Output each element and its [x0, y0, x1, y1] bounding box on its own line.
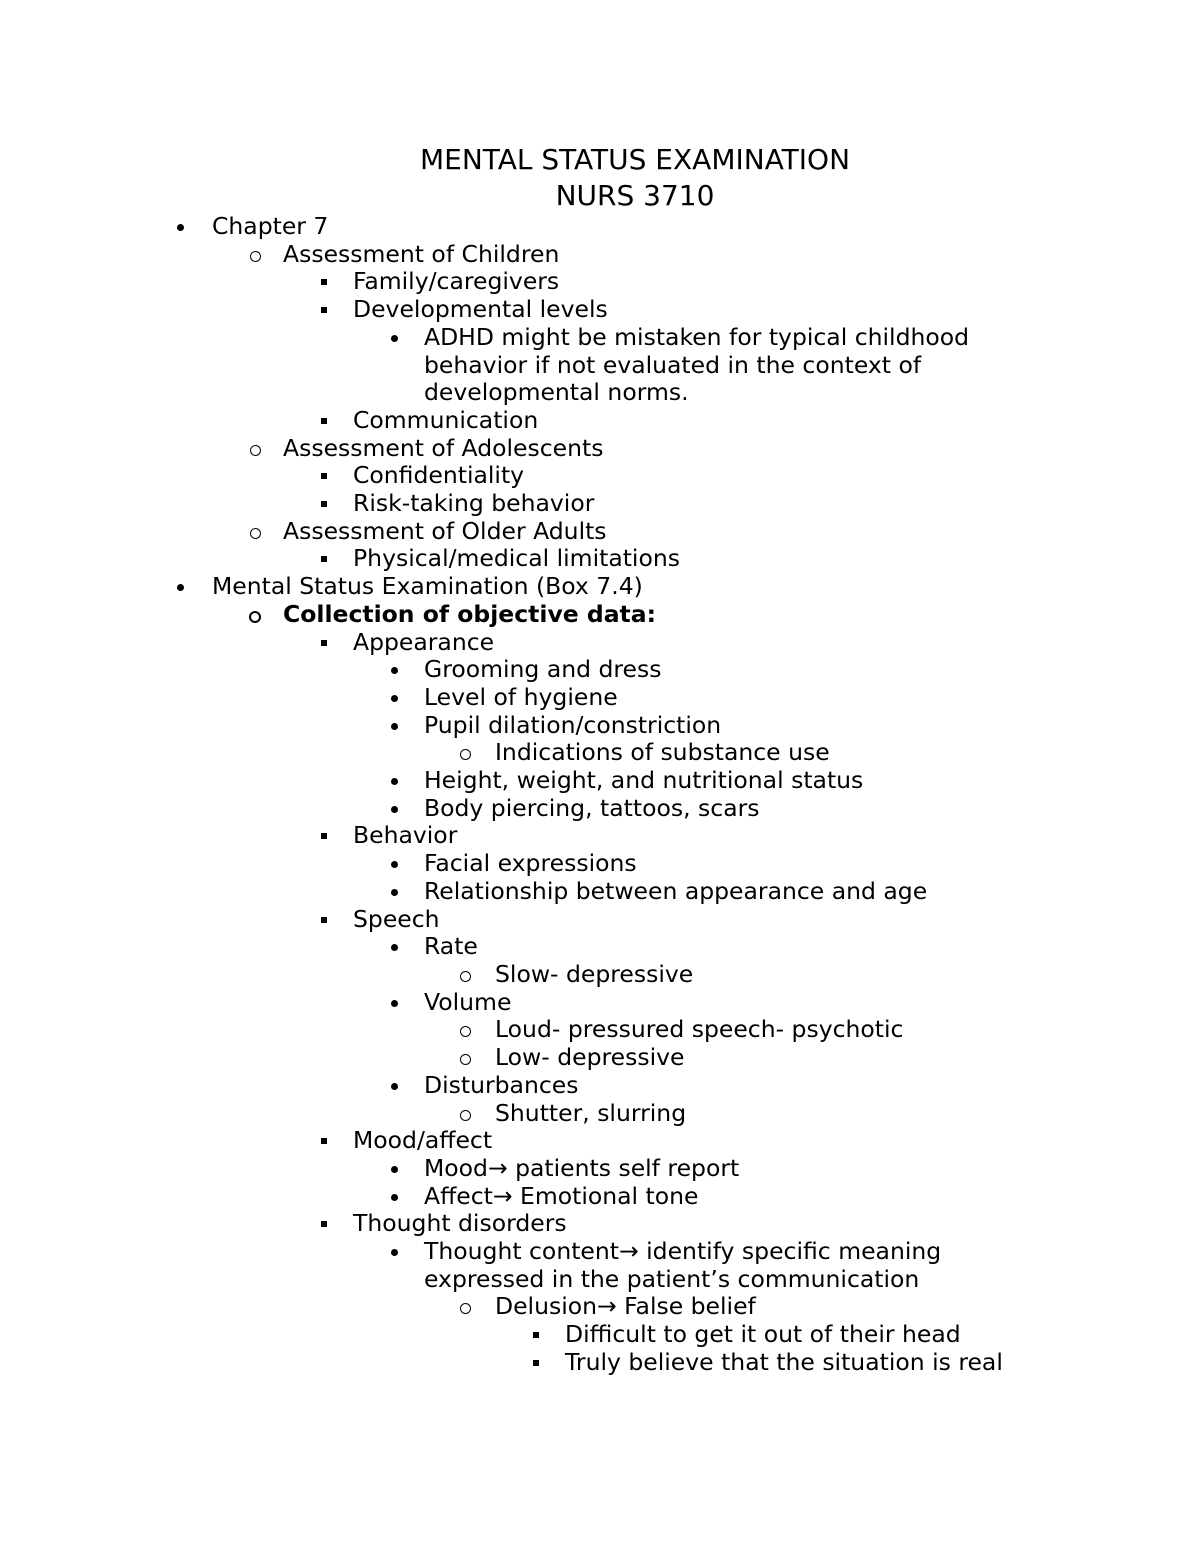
outline-item-level-3 — [0, 1210, 1200, 1238]
outline-item-text: Level of hygiene — [424, 682, 618, 711]
outline-item-text: Indications of substance use — [495, 738, 830, 767]
outline-item-level-4 — [0, 1183, 1200, 1211]
outline-item-level-3 — [0, 462, 1200, 490]
outline-item-level-5 — [0, 961, 1200, 989]
outline-item-level-6 — [0, 1321, 1200, 1349]
outline-item-text: Speech — [353, 904, 440, 933]
outline-item-text: Loud- pressured speech- psychotic — [495, 1015, 904, 1044]
outline-item-text: Mood→ patients self report — [424, 1153, 740, 1182]
bullet-dot-icon — [382, 850, 406, 868]
bullet-dot-icon — [168, 213, 192, 231]
bullet-ring-icon — [243, 435, 267, 456]
outline-item-text: Risk-taking behavior — [353, 489, 595, 518]
outline-item-text: Truly believe that the situation is real — [565, 1347, 1003, 1376]
outline-item-text: Rate — [424, 932, 478, 961]
outline-item-text: Collection of objective data: — [283, 599, 657, 628]
outline-item-level-3 — [0, 906, 1200, 934]
outline-item-text: Mood/affect — [353, 1126, 493, 1155]
bullet-ring-icon — [453, 1100, 477, 1121]
outline-item-text: Confidentiality — [353, 461, 525, 490]
outline-item-text: Disturbances — [424, 1070, 579, 1099]
outline-item-text: Assessment of Older Adults — [283, 516, 607, 545]
bullet-square-icon — [312, 462, 336, 479]
outline-item-level-4 — [0, 795, 1200, 823]
outline-item-text: Assessment of Children — [283, 239, 560, 268]
bullet-ring-icon — [243, 241, 267, 262]
bullet-ring-icon — [453, 739, 477, 760]
bullet-square-icon — [524, 1349, 548, 1366]
outline-item-level-5 — [0, 1293, 1200, 1321]
bullet-square-icon — [312, 268, 336, 285]
outline-item-text: Height, weight, and nutritional status — [424, 766, 864, 795]
bullet-square-icon — [312, 407, 336, 424]
outline-item-level-2 — [0, 435, 1200, 463]
outline-item-text: Slow- depressive — [495, 959, 694, 988]
outline-item-text: Difficult to get it out of their head — [565, 1320, 961, 1349]
outline-item-text: Assessment of Adolescents — [283, 433, 604, 462]
outline-item-text: Chapter 7 — [212, 212, 329, 240]
bullet-dot-icon — [382, 684, 406, 702]
outline-item-level-4 — [0, 684, 1200, 712]
outline-item-level-3 — [0, 268, 1200, 296]
outline-item-level-1 — [0, 573, 1200, 601]
outline-item-text: Volume — [424, 987, 512, 1016]
outline-item-level-2 — [0, 601, 1200, 629]
outline-item-level-4 — [0, 1238, 1200, 1293]
outline-item-text: Low- depressive — [495, 1043, 685, 1072]
outline-item-level-5 — [0, 1044, 1200, 1072]
outline-item-text: Mental Status Examination (Box 7.4) — [212, 572, 643, 601]
outline-item-level-4 — [0, 1155, 1200, 1183]
bullet-dot-icon — [382, 1183, 406, 1201]
outline-item-level-4 — [0, 933, 1200, 961]
outline-item-text: ADHD might be mistaken for typical childhood behavior if not evaluated in the context of developmental norms. — [424, 322, 970, 407]
outline-item-level-2 — [0, 241, 1200, 269]
outline-item-text: Facial expressions — [424, 849, 637, 878]
bullet-ring-icon — [453, 1016, 477, 1037]
outline-item-level-5 — [0, 739, 1200, 767]
bullet-ring-icon — [243, 518, 267, 539]
bullet-square-icon — [312, 490, 336, 507]
course-code: NURS 3710 — [555, 179, 715, 212]
outline-item-level-5 — [0, 1016, 1200, 1044]
bullet-square-icon — [312, 822, 336, 839]
outline-item-level-6 — [0, 1349, 1200, 1377]
bullet-dot-icon — [168, 573, 192, 591]
bullet-ring-icon — [453, 961, 477, 982]
bullet-ring-icon — [453, 1293, 477, 1314]
bullet-square-icon — [312, 629, 336, 646]
bullet-dot-icon — [382, 712, 406, 730]
outline-item-text: Family/caregivers — [353, 267, 560, 296]
document-title: MENTAL STATUS EXAMINATION — [419, 143, 851, 176]
bullet-square-icon — [312, 906, 336, 923]
outline-item-text: Thought content→ identify specific meaning expressed in the patient’s communication — [424, 1237, 942, 1293]
outline-item-level-1 — [0, 213, 1200, 241]
outline-item-level-4 — [0, 878, 1200, 906]
outline-item-level-3 — [0, 545, 1200, 573]
outline-item-text: Shutter, slurring — [495, 1098, 687, 1127]
outline-item-text: Body piercing, tattoos, scars — [424, 793, 760, 822]
bullet-dot-icon — [382, 656, 406, 674]
outline-item-level-4 — [0, 989, 1200, 1017]
bullet-dot-icon — [382, 1238, 406, 1256]
outline-item-level-3 — [0, 296, 1200, 324]
bullet-square-icon — [312, 296, 336, 313]
bullet-square-icon — [524, 1321, 548, 1338]
outline-item-text: Relationship between appearance and age — [424, 876, 928, 905]
bullet-dot-icon — [382, 989, 406, 1007]
outline-item-text: Developmental levels — [353, 295, 608, 324]
bullet-square-icon — [312, 1210, 336, 1227]
bullet-square-icon — [312, 545, 336, 562]
outline-item-level-4 — [0, 712, 1200, 740]
outline-item-text: Pupil dilation/constriction — [424, 710, 722, 739]
bullet-dot-icon — [382, 767, 406, 785]
bullet-dot-icon — [382, 878, 406, 896]
outline-item-level-3 — [0, 1127, 1200, 1155]
bullet-dot-icon — [382, 1072, 406, 1090]
outline-item-level-3 — [0, 629, 1200, 657]
outline-item-text: Behavior — [353, 821, 458, 850]
outline-item-text: Communication — [353, 405, 539, 434]
bullet-dot-icon — [382, 933, 406, 951]
outline-item-text: Grooming and dress — [424, 655, 662, 684]
bullet-dot-icon — [382, 324, 406, 342]
outline-item-level-5 — [0, 1100, 1200, 1128]
bullet-ring-icon — [243, 601, 267, 623]
bullet-dot-icon — [382, 1155, 406, 1173]
outline-item-level-4 — [0, 1072, 1200, 1100]
outline-item-text: Thought disorders — [353, 1209, 567, 1238]
outline-item-text: Affect→ Emotional tone — [424, 1181, 699, 1210]
outline-item-level-4 — [0, 656, 1200, 684]
outline-list — [0, 213, 1200, 1377]
outline-item-text: Delusion→ False belief — [495, 1292, 756, 1321]
bullet-dot-icon — [382, 795, 406, 813]
bullet-square-icon — [312, 1127, 336, 1144]
outline-item-level-3 — [0, 407, 1200, 435]
outline-item-level-3 — [0, 490, 1200, 518]
outline-item-level-4 — [0, 850, 1200, 878]
outline-item-level-2 — [0, 518, 1200, 546]
outline-item-text: Appearance — [353, 627, 495, 656]
bullet-ring-icon — [453, 1044, 477, 1065]
outline-item-level-3 — [0, 822, 1200, 850]
outline-item-text: Physical/medical limitations — [353, 544, 680, 573]
outline-item-level-4 — [0, 767, 1200, 795]
outline-item-level-4 — [0, 324, 1200, 407]
